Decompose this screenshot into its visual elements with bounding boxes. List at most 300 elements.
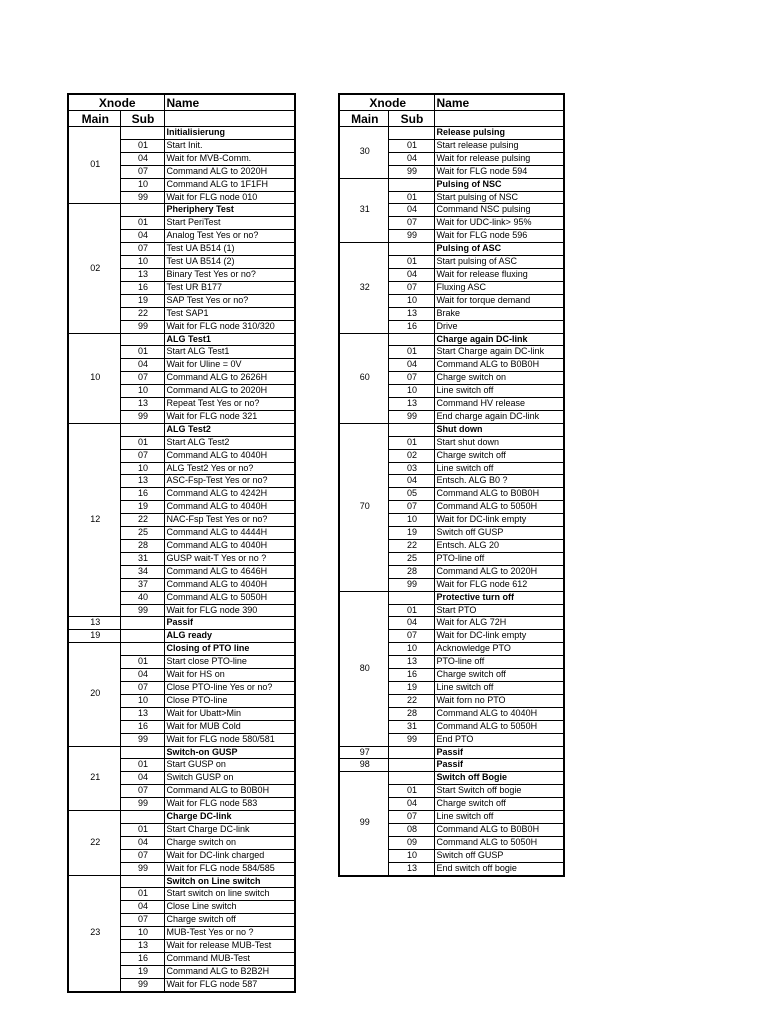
sub-step-number: 04 [120,152,164,165]
step-name: Close PTO-line [164,694,295,707]
sub-step-number: 13 [120,268,164,281]
sub-step-number: 22 [120,514,164,527]
sub-blank [120,746,164,759]
step-name: Command ALG to 5050H [434,836,564,849]
sub-blank [120,617,164,630]
right-xnode-table [338,93,565,877]
sub-blank [388,591,434,604]
sub-step-number: 07 [120,849,164,862]
sub-step-number: 01 [388,436,434,449]
sub-step-number: 03 [388,462,434,475]
sub-step-number: 07 [388,281,434,294]
sub-step-number: 04 [120,359,164,372]
sub-step-number: 16 [120,720,164,733]
step-name: Wait for FLG node 580/581 [164,733,295,746]
sub-step-number: 07 [120,914,164,927]
group-title-row [339,746,564,759]
main-node-number: 22 [68,811,120,876]
step-name: Start PTO [434,604,564,617]
right-table-body [339,127,564,876]
step-name: Command ALG to 4040H [434,707,564,720]
step-name: Wait for FLG node 594 [434,165,564,178]
sub-step-number: 07 [120,785,164,798]
step-name: Line switch off [434,462,564,475]
sub-step-number: 13 [120,707,164,720]
header-row-1 [68,94,295,111]
group-title-row [68,643,295,656]
sub-step-number: 22 [388,694,434,707]
sub-blank [388,127,434,140]
sub-step-number: 01 [120,217,164,230]
sub-step-number: 22 [120,307,164,320]
step-name: Command ALG to 4444H [164,527,295,540]
sub-step-number: 01 [388,785,434,798]
step-name: Command ALG to 4040H [164,501,295,514]
sub-step-number: 28 [388,707,434,720]
sub-blank [388,423,434,436]
step-name: Wait for torque demand [434,294,564,307]
step-name: Start PeriTest [164,217,295,230]
step-name: Test SAP1 [164,307,295,320]
step-name: Command ALG to 5050H [434,501,564,514]
sub-step-number: 19 [120,501,164,514]
main-node-number: 31 [339,178,388,243]
sub-step-number: 02 [388,449,434,462]
sub-step-number: 99 [120,798,164,811]
group-title: Passif [164,617,295,630]
sub-step-number: 01 [120,656,164,669]
step-name: Charge switch off [434,798,564,811]
step-name: Acknowledge PTO [434,643,564,656]
sub-step-number: 16 [120,488,164,501]
step-name: Repeat Test Yes or no? [164,398,295,411]
step-name: Command NSC pulsing [434,204,564,217]
step-name: Switch off GUSP [434,527,564,540]
sub-step-number: 22 [388,540,434,553]
group-title: Pheriphery Test [164,204,295,217]
sub-step-number: 01 [388,191,434,204]
step-name: GUSP wait-T Yes or no ? [164,552,295,565]
step-name: End charge again DC-link [434,410,564,423]
main-header: Main [68,111,120,127]
step-name: Wait for DC-link charged [164,849,295,862]
step-name: Close Line switch [164,901,295,914]
main-header: Main [339,111,388,127]
step-name: Command ALG to B0B0H [434,823,564,836]
step-name: Start Charge again DC-link [434,346,564,359]
group-title-row [68,875,295,888]
sub-blank [120,423,164,436]
sub-blank [120,127,164,140]
sub-step-number: 28 [120,540,164,553]
step-name: Command ALG to 4040H [164,578,295,591]
group-title: Passif [434,746,564,759]
sub-step-number: 04 [120,772,164,785]
main-node-number: 32 [339,243,388,333]
sub-blank [388,746,434,759]
sub-step-number: 19 [120,965,164,978]
step-name: Command ALG to 1F1FH [164,178,295,191]
sub-step-number: 37 [120,578,164,591]
sub-blank [388,772,434,785]
step-name: Test UA B514 (2) [164,256,295,269]
sub-step-number: 07 [120,449,164,462]
step-name: Wait for FLG node 390 [164,604,295,617]
sub-step-number: 13 [120,475,164,488]
step-name: ALG Test2 Yes or no? [164,462,295,475]
sub-step-number: 99 [388,733,434,746]
sub-header: Sub [120,111,164,127]
main-node-number: 13 [68,617,120,630]
step-name: ASC-Fsp-Test Yes or no? [164,475,295,488]
sub-step-number: 99 [388,230,434,243]
step-name: SAP Test Yes or no? [164,294,295,307]
main-node-number: 10 [68,333,120,423]
step-name: Wait for DC-link empty [434,514,564,527]
sub-step-number: 13 [388,398,434,411]
group-title-row [339,591,564,604]
main-node-number: 23 [68,875,120,992]
step-name: Charge switch off [434,669,564,682]
sub-step-number: 16 [120,953,164,966]
sub-step-number: 04 [120,901,164,914]
sub-step-number: 99 [388,165,434,178]
step-name: Wait for ALG 72H [434,617,564,630]
sub-step-number: 01 [120,823,164,836]
group-title: Switch on Line switch [164,875,295,888]
sub-step-number: 04 [388,798,434,811]
sub-step-number: 08 [388,823,434,836]
main-node-number: 12 [68,423,120,617]
step-name: Charge switch off [434,449,564,462]
main-node-number: 97 [339,746,388,759]
main-node-number: 30 [339,127,388,179]
group-title: Initialisierung [164,127,295,140]
sub-step-number: 07 [120,165,164,178]
sub-step-number: 01 [388,139,434,152]
step-name: Start GUSP on [164,759,295,772]
left-xnode-table [67,93,296,993]
sub-step-number: 10 [388,849,434,862]
sub-step-number: 01 [120,139,164,152]
sub-step-number: 31 [120,552,164,565]
name-header-blank [434,111,564,127]
group-title-row [339,127,564,140]
step-name: Wait for FLG node 584/585 [164,862,295,875]
step-name: Wait for Ubatt>Min [164,707,295,720]
step-name: Command ALG to 4040H [164,540,295,553]
header-row-1 [339,94,564,111]
sub-blank [120,643,164,656]
sub-step-number: 07 [388,372,434,385]
step-name: Entsch. ALG B0 ? [434,475,564,488]
sub-step-number: 16 [120,281,164,294]
sub-step-number: 19 [120,294,164,307]
step-name: Start Init. [164,139,295,152]
step-name: Wait for release pulsing [434,152,564,165]
sub-step-number: 25 [388,552,434,565]
main-node-number: 19 [68,630,120,643]
left-table-body [68,127,295,992]
step-name: Close PTO-line Yes or no? [164,681,295,694]
step-name: Start close PTO-line [164,656,295,669]
sub-step-number: 13 [388,656,434,669]
step-name: End switch off bogie [434,862,564,875]
step-name: Command ALG to B0B0H [434,488,564,501]
sub-blank [120,811,164,824]
sub-step-number: 04 [120,230,164,243]
step-name: Wait for FLG node 612 [434,578,564,591]
step-name: Line switch off [434,811,564,824]
sub-step-number: 09 [388,836,434,849]
sub-step-number: 19 [388,527,434,540]
step-name: Command ALG to 4040H [164,449,295,462]
group-title: ALG Test2 [164,423,295,436]
step-name: Start ALG Test2 [164,436,295,449]
sub-blank [388,759,434,772]
step-name: Command ALG to 4646H [164,565,295,578]
sub-step-number: 99 [388,410,434,423]
step-name: Charge switch on [434,372,564,385]
group-title-row [68,204,295,217]
group-title: Pulsing of NSC [434,178,564,191]
sub-blank [120,875,164,888]
sub-step-number: 99 [120,978,164,991]
group-title-row [68,127,295,140]
sub-step-number: 99 [388,578,434,591]
group-title: Charge DC-link [164,811,295,824]
group-title: Charge again DC-link [434,333,564,346]
step-name: Command ALG to B0B0H [434,359,564,372]
step-name: Drive [434,320,564,333]
step-name: PTO-line off [434,656,564,669]
main-node-number: 20 [68,643,120,746]
sub-step-number: 04 [388,268,434,281]
step-name: Analog Test Yes or no? [164,230,295,243]
group-title-row [68,811,295,824]
group-title: Release pulsing [434,127,564,140]
sub-step-number: 99 [120,604,164,617]
main-node-number: 98 [339,759,388,772]
group-title: ALG Test1 [164,333,295,346]
sub-step-number: 01 [120,436,164,449]
sub-step-number: 28 [388,565,434,578]
group-title-row [68,630,295,643]
step-name: Start pulsing of NSC [434,191,564,204]
step-name: Switch off GUSP [434,849,564,862]
main-node-number: 01 [68,127,120,204]
step-name: End PTO [434,733,564,746]
step-name: Start switch on line switch [164,888,295,901]
sub-step-number: 99 [120,191,164,204]
sub-step-number: 05 [388,488,434,501]
step-name: Command ALG to B2B2H [164,965,295,978]
header-row-2 [68,111,295,127]
step-name: Command ALG to 2020H [164,385,295,398]
step-name: Command ALG to 2626H [164,372,295,385]
sub-step-number: 13 [120,398,164,411]
sub-step-number: 01 [388,346,434,359]
sub-step-number: 04 [388,617,434,630]
step-name: Test UA B514 (1) [164,243,295,256]
header-row-2 [339,111,564,127]
step-name: Wait for FLG node 010 [164,191,295,204]
step-name: Start Switch off bogie [434,785,564,798]
group-title: Switch off Bogie [434,772,564,785]
sub-blank [120,333,164,346]
sub-step-number: 04 [120,669,164,682]
group-title-row [68,423,295,436]
group-title-row [339,178,564,191]
sub-step-number: 01 [388,604,434,617]
sub-step-number: 25 [120,527,164,540]
step-name: Wait for FLG node 587 [164,978,295,991]
step-name: Wait for HS on [164,669,295,682]
main-node-number: 80 [339,591,388,746]
sub-step-number: 04 [388,475,434,488]
main-node-number: 70 [339,423,388,591]
sub-step-number: 10 [120,462,164,475]
name-header-blank [164,111,295,127]
group-title: Pulsing of ASC [434,243,564,256]
sub-step-number: 40 [120,591,164,604]
group-title-row [339,759,564,772]
main-node-number: 21 [68,746,120,811]
sub-step-number: 13 [388,307,434,320]
xnode-header: Xnode [68,94,164,111]
step-name: Wait for FLG node 596 [434,230,564,243]
step-name: Wait for Uline = 0V [164,359,295,372]
step-name: Wait for UDC-link> 95% [434,217,564,230]
step-name: Command ALG to 5050H [164,591,295,604]
step-name: Switch GUSP on [164,772,295,785]
group-title: Switch-on GUSP [164,746,295,759]
step-name: Wait for MVB-Comm. [164,152,295,165]
step-name: Binary Test Yes or no? [164,268,295,281]
sub-step-number: 19 [388,681,434,694]
sub-step-number: 01 [120,888,164,901]
step-name: Wait for MUB Cold [164,720,295,733]
sub-step-number: 01 [120,759,164,772]
step-name: MUB-Test Yes or no ? [164,927,295,940]
sub-step-number: 07 [388,811,434,824]
sub-step-number: 07 [388,217,434,230]
sub-step-number: 34 [120,565,164,578]
sub-step-number: 10 [388,514,434,527]
step-name: Wait for FLG node 321 [164,410,295,423]
step-name: Wait forn no PTO [434,694,564,707]
step-name: Charge switch on [164,836,295,849]
sub-step-number: 10 [120,256,164,269]
main-node-number: 02 [68,204,120,333]
step-name: Wait for release fluxing [434,268,564,281]
step-name: Line switch off [434,681,564,694]
step-name: Command ALG to 5050H [434,720,564,733]
group-title-row [339,333,564,346]
step-name: Start shut down [434,436,564,449]
sub-step-number: 07 [388,630,434,643]
sub-step-number: 99 [120,733,164,746]
sub-step-number: 04 [120,836,164,849]
group-title: Protective turn off [434,591,564,604]
sub-step-number: 31 [388,720,434,733]
group-title-row [68,333,295,346]
sub-step-number: 07 [120,681,164,694]
sub-step-number: 16 [388,669,434,682]
sub-step-number: 13 [120,940,164,953]
sub-step-number: 10 [388,294,434,307]
group-title: ALG ready [164,630,295,643]
sub-step-number: 07 [120,372,164,385]
sub-blank [120,630,164,643]
step-name: PTO-line off [434,552,564,565]
step-name: Brake [434,307,564,320]
step-name: Command HV release [434,398,564,411]
group-title-row [68,746,295,759]
sub-step-number: 04 [388,152,434,165]
step-name: Wait for FLG node 583 [164,798,295,811]
step-name: Entsch. ALG 20 [434,540,564,553]
sub-step-number: 10 [388,643,434,656]
step-name: Command ALG to B0B0H [164,785,295,798]
step-name: Start ALG Test1 [164,346,295,359]
sub-step-number: 10 [120,178,164,191]
sub-step-number: 13 [388,862,434,875]
group-title-row [339,772,564,785]
step-name: Wait for release MUB-Test [164,940,295,953]
sub-step-number: 99 [120,320,164,333]
sub-step-number: 04 [388,359,434,372]
step-name: Start pulsing of ASC [434,256,564,269]
step-name: Command ALG to 2020H [164,165,295,178]
xnode-header: Xnode [339,94,434,111]
step-name: Wait for DC-link empty [434,630,564,643]
sub-blank [120,204,164,217]
step-name: Charge switch off [164,914,295,927]
step-name: Command ALG to 2020H [434,565,564,578]
step-name: Command ALG to 4242H [164,488,295,501]
sub-step-number: 01 [120,346,164,359]
sub-blank [388,333,434,346]
sub-step-number: 10 [120,694,164,707]
main-node-number: 60 [339,333,388,423]
sub-step-number: 07 [120,243,164,256]
group-title: Passif [434,759,564,772]
main-node-number: 99 [339,772,388,876]
name-header: Name [434,94,564,111]
name-header: Name [164,94,295,111]
step-name: Line switch off [434,385,564,398]
step-name: Wait for FLG node 310/320 [164,320,295,333]
step-name: Fluxing ASC [434,281,564,294]
sub-header: Sub [388,111,434,127]
sub-step-number: 10 [120,927,164,940]
sub-step-number: 10 [120,385,164,398]
sub-step-number: 07 [388,501,434,514]
group-title-row [339,243,564,256]
sub-step-number: 01 [388,256,434,269]
step-name: Start release pulsing [434,139,564,152]
step-name: NAC-Fsp Test Yes or no? [164,514,295,527]
sub-blank [388,178,434,191]
group-title-row [68,617,295,630]
step-name: Start Charge DC-link [164,823,295,836]
sub-step-number: 16 [388,320,434,333]
group-title-row [339,423,564,436]
sub-step-number: 10 [388,385,434,398]
sub-blank [388,243,434,256]
sub-step-number: 99 [120,410,164,423]
